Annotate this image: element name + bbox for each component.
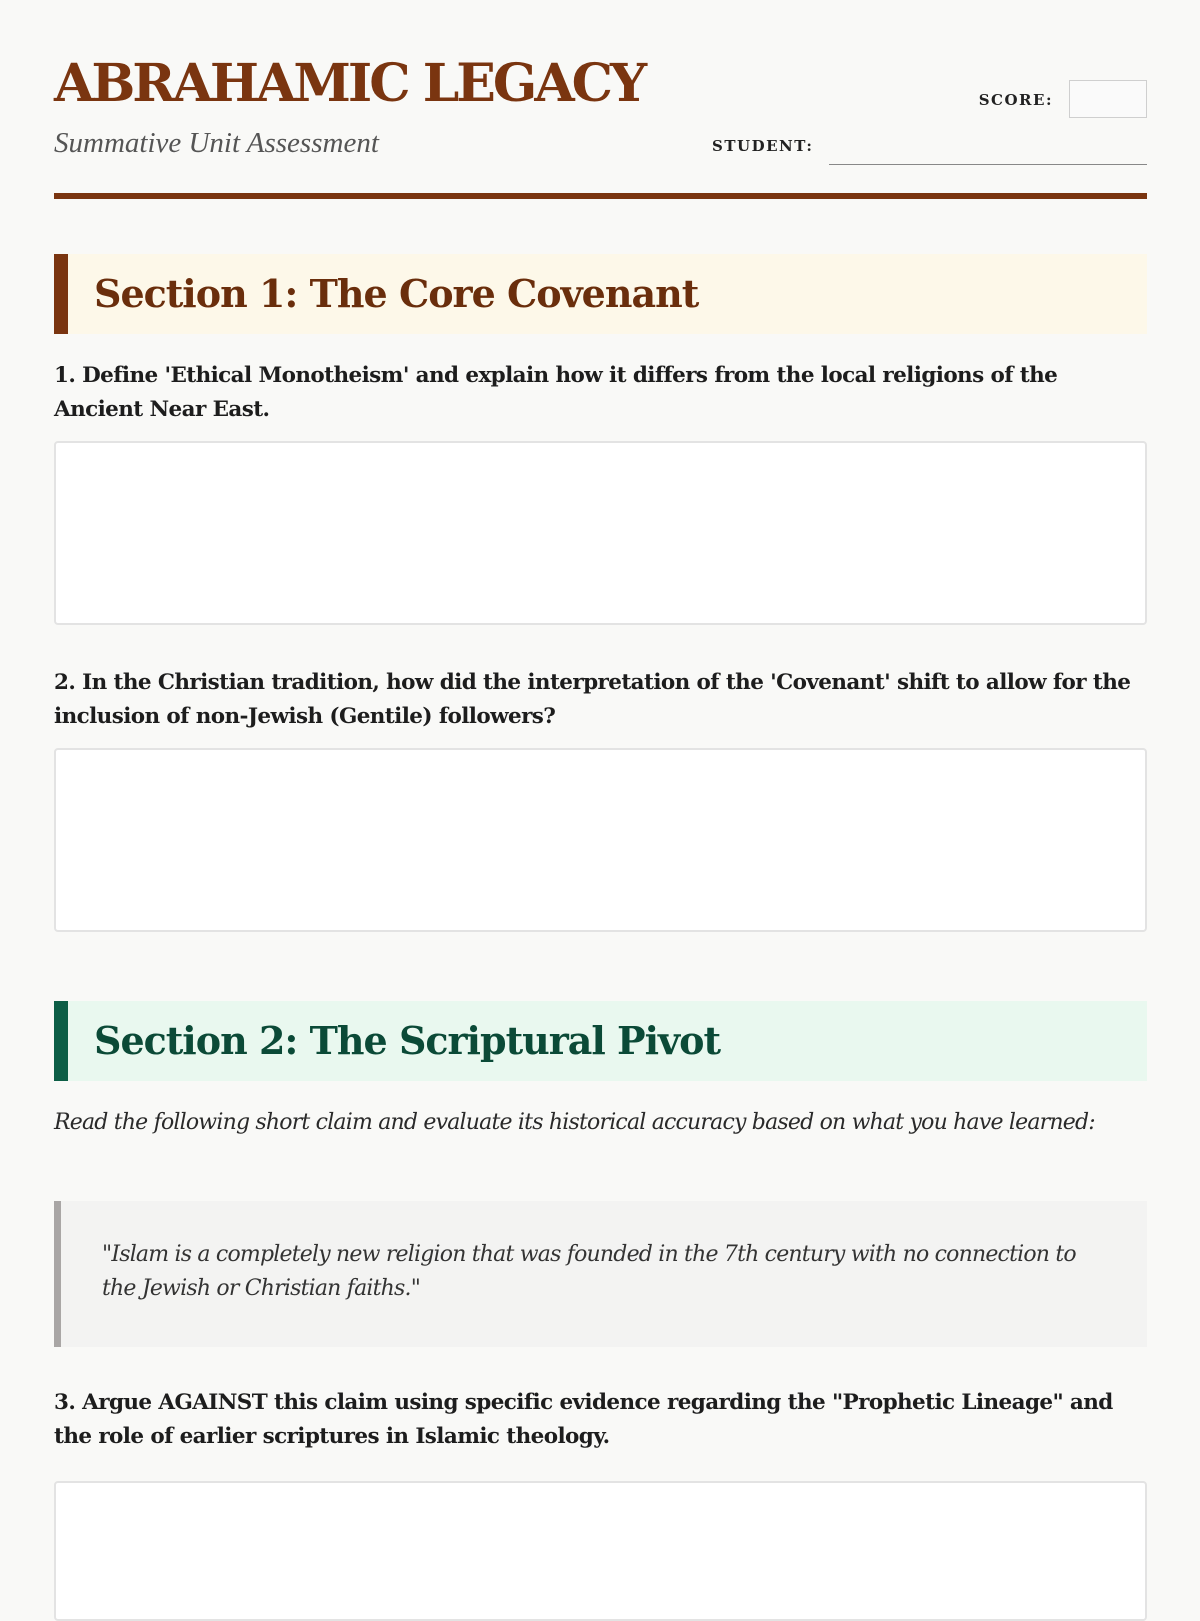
section-2-instructions: Read the following short claim and evaluate its historical accuracy based on what you have learned:	[54, 1110, 1095, 1135]
claim-text: "Islam is a completely new religion that was founded in the 7th century with no connection to the Jewish or Christian faiths."	[102, 1242, 1076, 1301]
section-1-heading	[54, 254, 1147, 334]
question-3: 3. Argue AGAINST this claim using specific evidence regarding the "Prophetic Lineage" and the role of earlier scriptures in Islamic theology.	[54, 1390, 1113, 1449]
claim-quote-bar	[54, 1201, 61, 1347]
section-2-accent-bar	[54, 1001, 68, 1081]
question-2: 2. In the Christian tradition, how did the interpretation of the 'Covenant' shift to allow for the inclusion of non-Jewish (Gentile) followers?	[54, 670, 1131, 729]
answer-box-2[interactable]	[54, 748, 1147, 932]
answer-box-1[interactable]	[54, 441, 1147, 625]
question-1: 1. Define 'Ethical Monotheism' and explain how it differs from the local religions of the Ancient Near East.	[54, 363, 1058, 422]
score-field[interactable]	[1069, 80, 1147, 118]
header-divider	[54, 193, 1147, 199]
assessment-page	[54, 0, 1147, 1449]
section-1-title: Section 1: The Core Covenant	[94, 271, 699, 316]
section-2-title: Section 2: The Scriptural Pivot	[94, 1018, 721, 1063]
section-2-heading	[54, 1001, 1147, 1081]
answer-box-3[interactable]	[54, 1481, 1147, 1621]
document-subtitle: Summative Unit Assessment	[54, 127, 379, 159]
claim-quote	[54, 1201, 1147, 1347]
student-name-field[interactable]	[829, 164, 1147, 165]
document-title: ABRAHAMIC LEGACY	[54, 53, 645, 114]
section-1-accent-bar	[54, 254, 68, 334]
score-label: SCORE:	[978, 91, 1053, 109]
student-label: STUDENT:	[712, 137, 814, 155]
document-header	[54, 0, 1147, 200]
